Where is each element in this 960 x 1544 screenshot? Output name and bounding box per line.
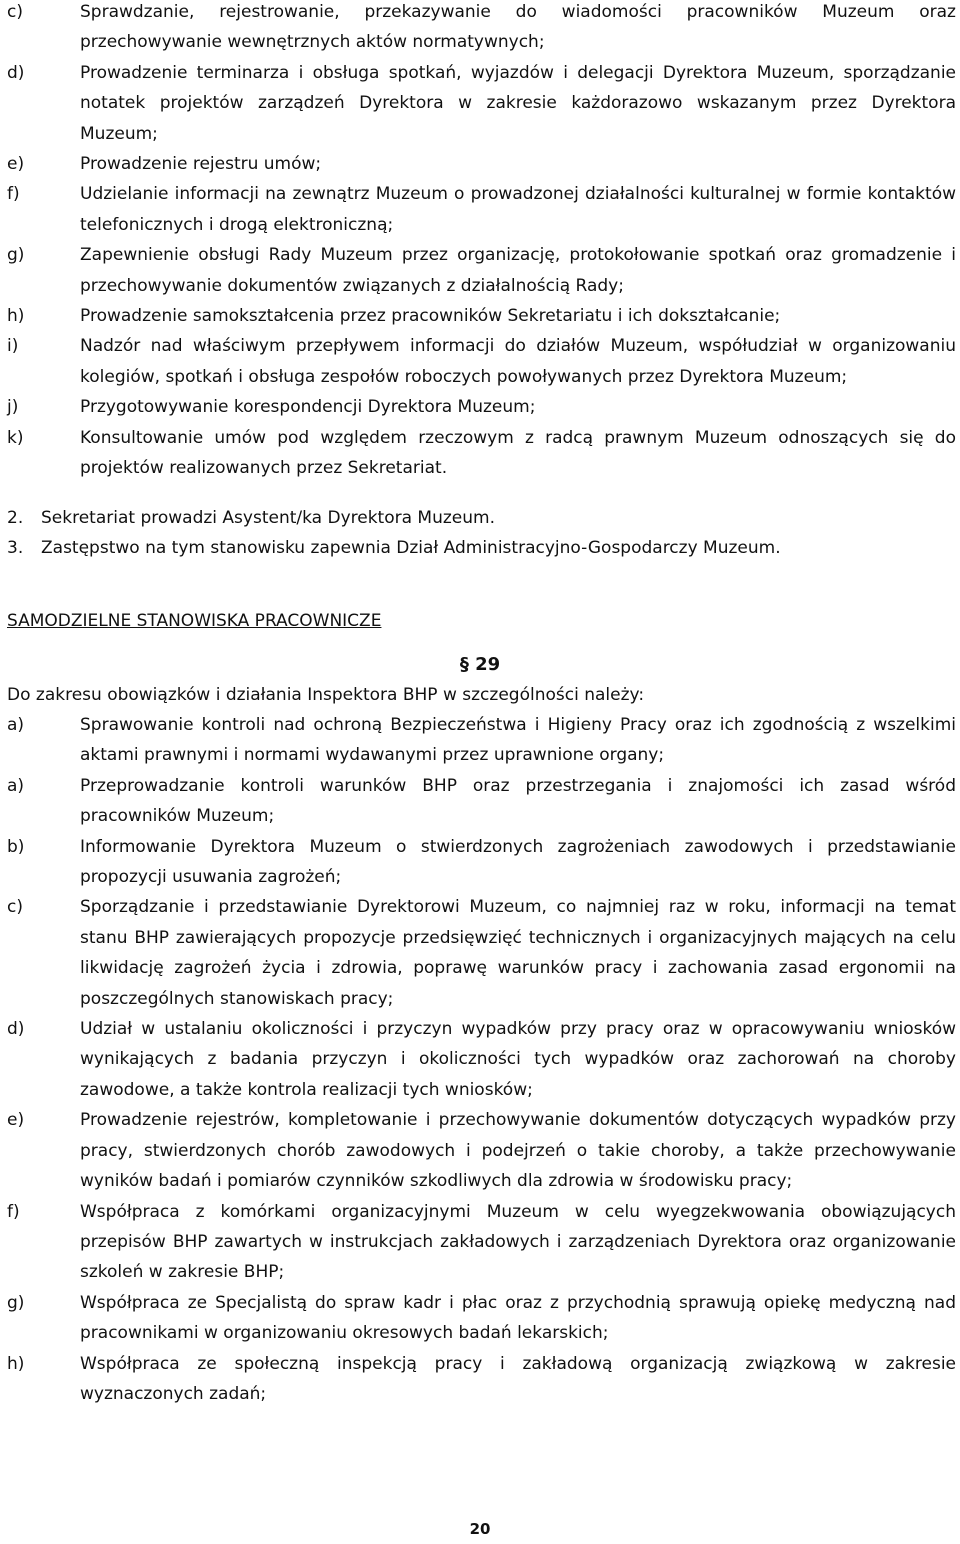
item-label: h) bbox=[7, 306, 25, 327]
item-text: Sporządzanie i przedstawianie Dyrektorowi Muzeum, co najmniej raz w roku, informacji na temat stanu BHP zawierających propozycje przedsięwzięć technicznych i organizacyjnych mających na celu likwidację zagrożeń życia i zdrowia, poprawę warunków pracy i zachowania zasad ergonomii na poszczególnych stanowiskach pracy; bbox=[80, 897, 956, 1009]
list-item bbox=[0, 1197, 956, 1288]
item-label: e) bbox=[7, 1110, 25, 1131]
item-text: Udzielanie informacji na zewnątrz Muzeum o prowadzonej działalności kulturalnej w formie kontaktów telefonicznych i drogą elektroniczną; bbox=[80, 184, 956, 235]
list-item bbox=[0, 179, 956, 240]
item-text: Współpraca z komórkami organizacyjnymi Muzeum w celu wyegzekwowania obowiązujących przepisów BHP zawartych w instrukcjach zakładowych i zarządzeniach Dyrektora oraz organizowanie szkoleń w zakresie BHP; bbox=[80, 1201, 956, 1283]
item-label: i) bbox=[7, 336, 19, 357]
item-label: h) bbox=[7, 1353, 25, 1374]
item-label: e) bbox=[7, 154, 25, 175]
item-text: Współpraca ze społeczną inspekcją pracy i zakładową organizacją związkową w zakresie wyznaczonych zadań; bbox=[80, 1353, 956, 1404]
list-item bbox=[0, 1349, 956, 1410]
item-label: k) bbox=[7, 427, 24, 448]
item-text: Przygotowywanie korespondencji Dyrektora Muzeum; bbox=[80, 397, 536, 418]
item-text: Prowadzenie terminarza i obsługa spotkań, wyjazdów i delegacji Dyrektora Muzeum, sporządzanie notatek projektów zarządzeń Dyrektora w zakresie każdorazowo wskazanym przez Dyrektora Muzeum; bbox=[80, 62, 956, 144]
list-item bbox=[0, 392, 956, 422]
list-item bbox=[0, 301, 956, 331]
list-item bbox=[0, 0, 956, 58]
duties-list-secretariat bbox=[0, 0, 956, 484]
item-label: g) bbox=[7, 245, 25, 266]
item-label: d) bbox=[7, 1019, 25, 1040]
list-item bbox=[0, 331, 956, 392]
item-label: 2. bbox=[7, 508, 24, 528]
list-item bbox=[0, 710, 956, 771]
item-label: 3. bbox=[7, 538, 24, 559]
item-text: Zapewnienie obsługi Rady Muzeum przez organizację, protokołowanie spotkań oraz gromadzenie i przechowywanie dokumentów związanych z działalnością Rady; bbox=[80, 245, 956, 296]
numbered-paragraphs bbox=[0, 503, 956, 564]
item-text: Udział w ustalaniu okoliczności i przyczyn wypadków przy pracy oraz w opracowywaniu wniosków wynikających z badania przyczyn i okoliczności tych wypadków oraz zachorowań na choroby zawodowe, a także kontrola realizacji tych wniosków; bbox=[80, 1019, 956, 1100]
paragraph-number: § 29 bbox=[459, 654, 501, 675]
item-text: Zastępstwo na tym stanowisku zapewnia Dział Administracyjno-Gospodarczy Muzeum. bbox=[41, 538, 781, 559]
item-label: a) bbox=[7, 775, 25, 796]
item-label: a) bbox=[7, 715, 25, 735]
item-label: f) bbox=[7, 1201, 20, 1222]
duties-list-bhp-inspector bbox=[0, 710, 956, 1409]
list-item bbox=[0, 533, 956, 563]
list-item bbox=[0, 1105, 956, 1196]
item-text: Konsultowanie umów pod względem rzeczowym z radcą prawnym Muzeum odnoszących się do projektów realizowanych przez Sekretariat. bbox=[80, 427, 956, 479]
item-text: Przeprowadzanie kontroli warunków BHP oraz przestrzegania i znajomości ich zasad wśród pracowników Muzeum; bbox=[80, 775, 956, 827]
list-item bbox=[0, 892, 956, 1014]
list-item bbox=[0, 240, 956, 301]
intro-text: Do zakresu obowiązków i działania Inspektora BHP w szczególności należy: bbox=[7, 685, 645, 705]
item-text: Współpraca ze Specjalistą do spraw kadr i płac oraz z przychodnią sprawują opiekę medyczną nad pracownikami w organizowaniu okresowych badań lekarskich; bbox=[80, 1292, 956, 1344]
item-text: Sprawdzanie, rejestrowanie, przekazywanie do wiadomości pracowników Muzeum oraz przechowywanie wewnętrznych aktów normatywnych; bbox=[80, 2, 956, 53]
item-label: g) bbox=[7, 1292, 25, 1313]
item-label: b) bbox=[7, 836, 25, 857]
list-item bbox=[0, 771, 956, 832]
item-label: j) bbox=[7, 397, 19, 418]
list-item bbox=[0, 423, 956, 484]
item-label: c) bbox=[7, 897, 23, 918]
list-item bbox=[0, 832, 956, 893]
list-item bbox=[0, 503, 956, 533]
item-text: Prowadzenie rejestrów, kompletowanie i przechowywanie dokumentów dotyczących wypadków przy pracy, stwierdzonych chorób zawodowych i podejrzeń o takie choroby, a także przechowywanie wyników badań i pomiarów czynników szkodliwych dla zdrowia w środowisku pracy; bbox=[80, 1110, 956, 1192]
item-text: Prowadzenie samokształcenia przez pracowników Sekretariatu i ich dokształcanie; bbox=[80, 306, 781, 327]
list-item bbox=[0, 1288, 956, 1349]
item-label: c) bbox=[7, 2, 23, 22]
item-text: Prowadzenie rejestru umów; bbox=[80, 154, 322, 175]
list-item bbox=[0, 58, 956, 149]
section-heading: SAMODZIELNE STANOWISKA PRACOWNICZE bbox=[7, 611, 382, 631]
item-text: Sekretariat prowadzi Asystent/ka Dyrektora Muzeum. bbox=[41, 508, 495, 528]
item-text: Sprawowanie kontroli nad ochroną Bezpieczeństwa i Higieny Pracy oraz ich zgodnością z wszelkimi aktami prawnymi i normami wydawanymi przez uprawnione organy; bbox=[80, 715, 956, 766]
list-item bbox=[0, 149, 956, 179]
item-text: Nadzór nad właściwym przepływem informacji do działów Muzeum, współudział w organizowaniu kolegiów, spotkań i obsługa zespołów roboczych powoływanych przez Dyrektora Muzeum; bbox=[80, 336, 956, 387]
page-number: 20 bbox=[469, 1520, 491, 1538]
item-label: d) bbox=[7, 62, 25, 83]
item-label: f) bbox=[7, 184, 20, 205]
item-text: Informowanie Dyrektora Muzeum o stwierdzonych zagrożeniach zawodowych i przedstawianie propozycji usuwania zagrożeń; bbox=[80, 836, 956, 888]
list-item bbox=[0, 1014, 956, 1105]
